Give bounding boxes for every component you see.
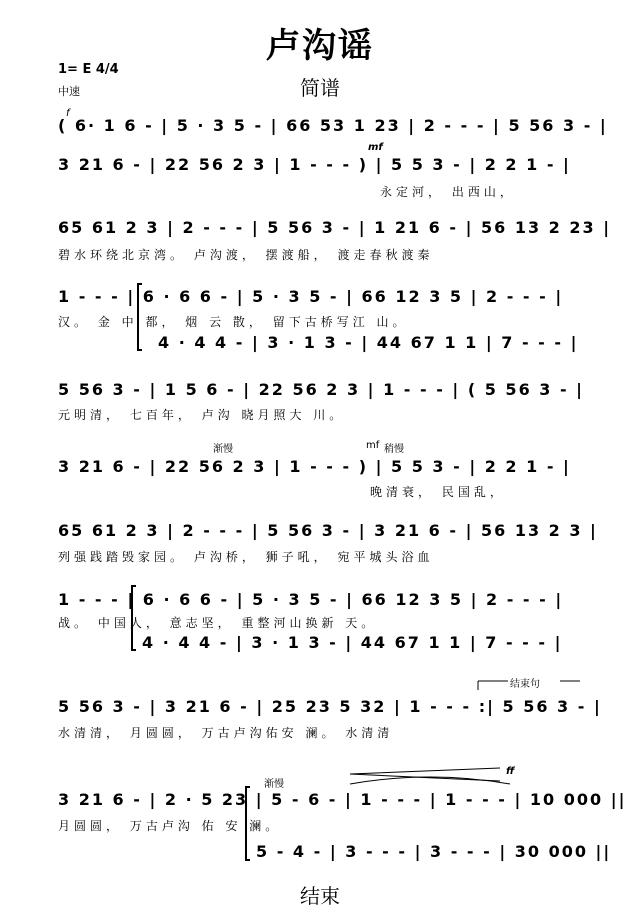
lyric-row-7: 列强践踏毁家园。 卢沟桥， 狮子吼， 宛平城头浴血 — [58, 550, 434, 564]
lyric-row-4: 汉。 金 中 都， 烟 云 散， 留下古桥写江 山。 — [58, 315, 409, 329]
lyric-row-2: 永定河， 出西山， — [380, 185, 516, 199]
dynamic-ff-mark: ff — [506, 766, 515, 777]
score-row-2: 3 21 6 - | 22 56 2 3 | 1 - - - ) | 5 5 3 - | 2 2 1 - | — [58, 155, 571, 174]
score-row-8-lower: 4 · 4 4 - | 3 · 1 3 - | 44 67 1 1 | 7 - - - | — [142, 633, 563, 652]
ending-text: 结束 — [300, 884, 340, 908]
ending-phrase-mark: 结束句 — [510, 679, 540, 690]
lyric-row-9: 水清清， 月圆圆， 万古卢沟佑安 澜。 水清清 — [58, 726, 394, 740]
lyric-row-6: 晚清衰， 民国乱， — [370, 485, 506, 499]
dynamic-mf-mark: mf — [368, 142, 383, 153]
score-row-3: 65 61 2 3 | 2 - - - | 5 56 3 - | 1 21 6 - | 56 13 2 23 | — [58, 218, 612, 237]
dynamic-f-mark: f — [66, 108, 70, 119]
score-row-4-lower: 4 · 4 4 - | 3 · 1 3 - | 44 67 1 1 | 7 - - - | — [158, 333, 579, 352]
key-signature: 1= E 4/4 — [58, 62, 119, 77]
tempo-mark: 中速 — [58, 85, 80, 98]
lyric-row-10: 月圆圆， 万古卢沟 佑 安 澜。 — [58, 819, 282, 833]
score-row-10-lower: 5 - 4 - | 3 - - - | 3 - - - | 30 000 || — [256, 842, 612, 861]
ritardando-mark: 渐慢 — [213, 444, 233, 455]
slightly-slow-mark: 稍慢 — [384, 444, 404, 455]
lyric-row-5: 元明清， 七百年， 卢沟 晓月照大 川。 — [58, 408, 346, 422]
lyric-row-3: 碧水环绕北京湾。 卢沟渡， 摆渡船， 渡走春秋渡秦 — [58, 248, 434, 262]
subtitle: 简谱 — [300, 76, 340, 100]
system-bracket-2 — [132, 586, 136, 650]
dynamic-mf-slightly-slow-mfmark: mf — [366, 440, 380, 451]
score-row-6: 3 21 6 - | 22 56 2 3 | 1 - - - ) | 5 5 3 - | 2 2 1 - | — [58, 457, 571, 476]
system-bracket-3 — [246, 787, 250, 860]
score-row-1: ( 6· 1 6 - | 5 · 3 5 - | 66 53 1 23 | 2 - - - | 5 56 3 - | — [58, 116, 608, 135]
score-row-8: 1 - - - | 6 · 6 6 - | 5 · 3 5 - | 66 12 3 5 | 2 - - - | — [58, 590, 564, 609]
score-row-5: 5 56 3 - | 1 5 6 - | 22 56 2 3 | 1 - - - | ( 5 56 3 - | — [58, 380, 585, 399]
score-row-7: 65 61 2 3 | 2 - - - | 5 56 3 - | 3 21 6 - | 56 13 2 3 | — [58, 521, 598, 540]
lyric-row-8: 战。 中国人， 意志坚， 重整河山换新 天。 — [58, 616, 378, 630]
system-bracket-1 — [138, 284, 142, 350]
score-row-9: 5 56 3 - | 3 21 6 - | 25 23 5 32 | 1 - - - :| 5 56 3 - | — [58, 697, 602, 716]
score-row-10: 3 21 6 - | 2 · 5 23 | 5 - 6 - | 1 - - - | 1 - - - | 10 000 || — [58, 790, 627, 809]
score-row-4: 1 - - - | 6 · 6 6 - | 5 · 3 5 - | 66 12 3 5 | 2 - - - | — [58, 287, 564, 306]
page-title: 卢沟谣 — [266, 26, 374, 66]
ritardando-mark-2: 渐慢 — [264, 779, 284, 790]
